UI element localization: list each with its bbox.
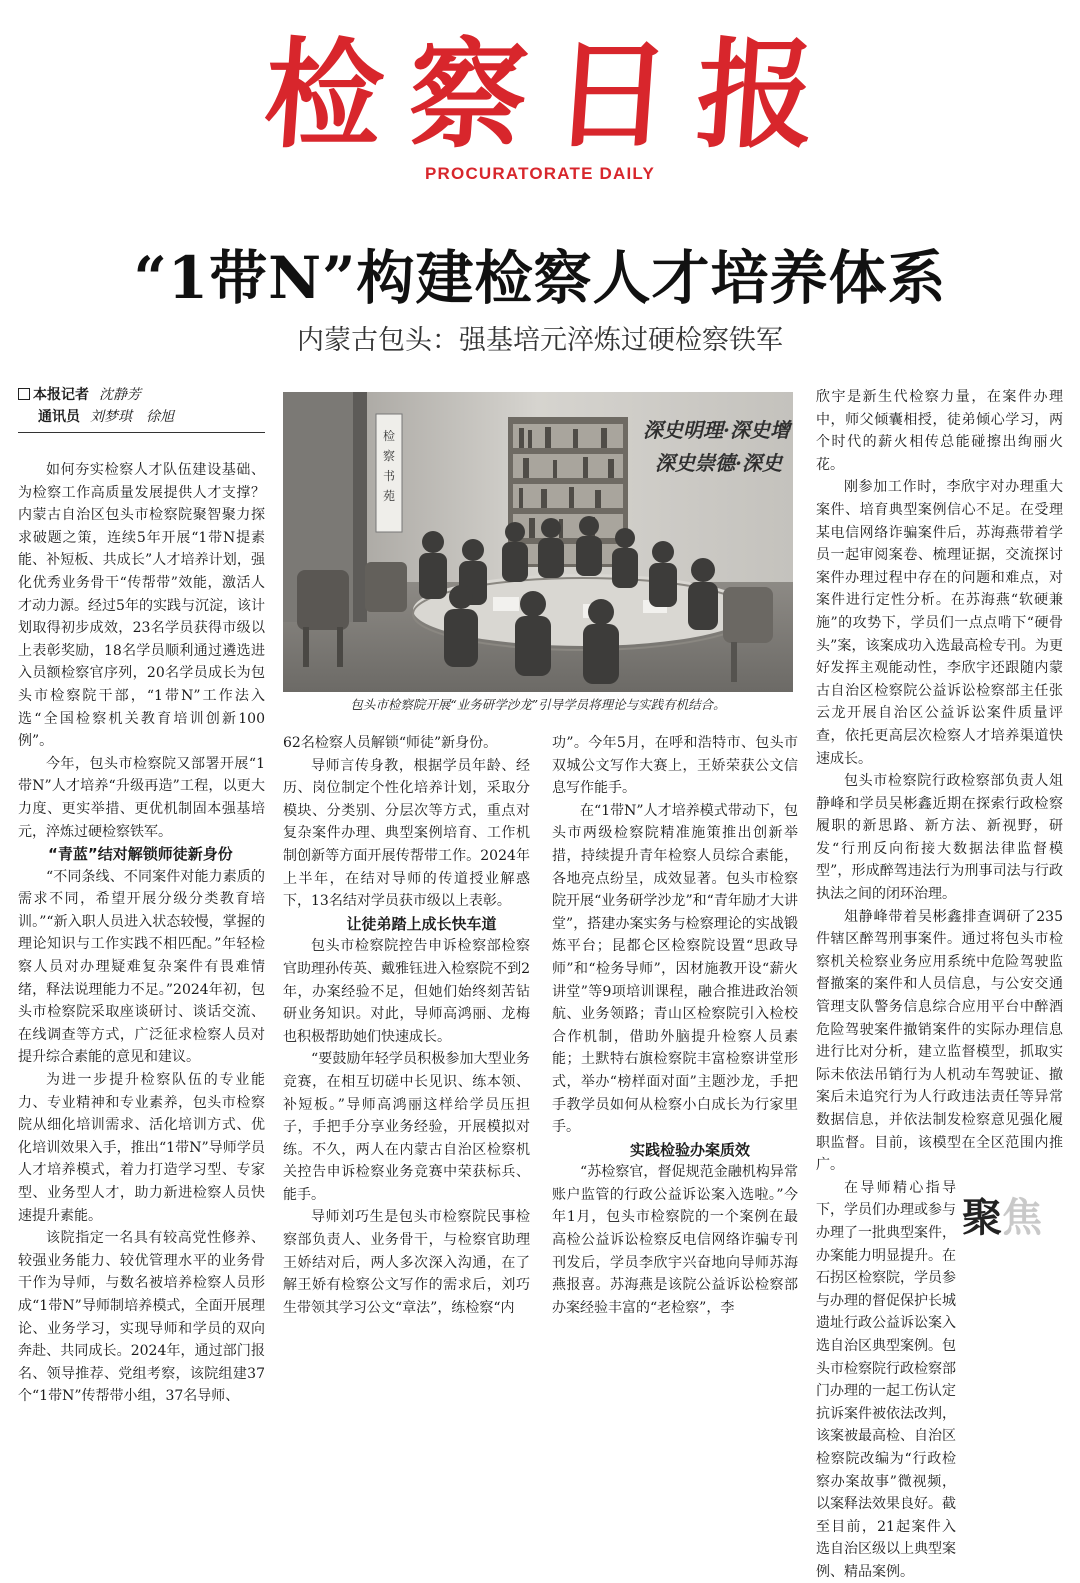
byline xyxy=(18,384,265,433)
byline-correspondent-row xyxy=(18,406,265,428)
reporter-names: 沈静芳 xyxy=(99,387,141,403)
paragraph: 导师言传身教，根据学员年龄、经历、岗位制定个性化培养计划，采取分模块、分类别、分层次等方式，重点对复杂案件办理、典型案例培育、工作机制创新等方面开展传帮带工作。2024年上半年，在结对导师的传道授业解惑下，13名结对学员获市级以上表彰。 xyxy=(283,757,530,910)
paragraph: 62名检察人员解锁“师徒”新身份。 xyxy=(283,735,498,751)
newspaper-name-english: PROCURATORATE DAILY xyxy=(425,164,655,183)
focus-stamp-char-1: 聚 xyxy=(962,1195,1002,1241)
section-heading: “青蓝”结对解锁师徒新身份 xyxy=(48,845,233,864)
correspondent-label: 通讯员 xyxy=(38,409,80,425)
paragraph: 在“1带N”人才培养模式带动下，包头市两级检察院精准施策推出创新举措，持续提升青年检察人员综合素能，各地亮点纷呈，成效显著。包头市检察院开展“业务研学沙龙”和“青年励才大讲堂”，搭建办案实务与检察理论的实战锻炼平台；昆都仑区检察院设置“思政导师”和“检务导师”，因材施教开设“薪火讲堂”等9项培训课程，融合推进政治领航、业务领路；青山区检察院引入检校合作机制，借助外脑提升检察人员素能；土默特右旗检察院丰富检察讲堂形式，举办“榜样面对面”主题沙龙，手把手教学员如何从检察小白成长为行家里手。 xyxy=(552,802,798,1136)
shelf-sign-text: 检察书苑 xyxy=(382,429,396,503)
article-column-4 xyxy=(816,386,1063,1583)
article-subheadline: 内蒙古包头：强基培元淬炼过硬检察铁军 xyxy=(297,325,783,356)
paragraph: 俎静峰带着吴彬鑫排查调研了235件辖区醉驾刑事案件。通过将包头市检察机关检察业务应用系统中危险驾驶监督撤案的案件和人员信息，与公安交通管理支队警务信息综合应用平台中醉酒危险驾驶案件撤销案件的实际办理信息进行比对分析，建立监督模型，抓取实际未依法吊销行为人机动车驾驶证、撤案后未追究行为人行政违法责任等异常数据信息，并依法制发检察意见强化履职监督。目前，该模型在全区范围内推广。 xyxy=(816,908,1063,1174)
byline-box-icon xyxy=(18,388,30,400)
masthead xyxy=(0,25,1080,184)
section-heading: 实践检验办案质效 xyxy=(629,1140,750,1159)
focus-stamp xyxy=(962,1194,1074,1242)
paragraph: “要鼓励年轻学员积极参加大型业务竞赛，在相互切磋中长见识、练本领、补短板。”导师高鸿丽这样给学员压担子，手把手分享业务经验，开展模拟对练。不久，两人在内蒙古自治区检察机关控告申诉检察业务竞赛中荣获标兵、能手。 xyxy=(283,1051,530,1203)
paragraph: 在导师精心指导下，学员们办理或参与办理了一批典型案件，办案能力明显提升。在石拐区检察院，学员参与办理的督促保护长城遗址行政公益诉讼案入选自治区典型案例。包头市检察院行政检察部门办理的一起工伤认定抗诉案件被依法改判，该案被最高检、自治区检察院改编为“行政检察办案故事”微视频，以案释法效果良好。截至目前，21起案件入选自治区级以上典型案例、精品案例。 xyxy=(816,1179,956,1580)
photo-caption: 包头市检察院开展“业务研学沙龙”引导学员将理论与实践有机结合。 xyxy=(350,697,726,712)
paragraph: 导师刘巧生是包头市检察院民事检察部负责人、业务骨干，与检察官助理王娇结对后，两人多次深入沟通，在了解王娇有检察公文写作的需求后，刘巧生带领其学习公文“章法”，练检察“内 xyxy=(283,1209,530,1316)
newspaper-logo: 检察日报 xyxy=(260,25,846,164)
paragraph: 欣宇是新生代检察力量，在案件办理中，师父倾囊相授，徒弟倾心学习，两个时代的薪火相传总能碰擦出绚丽火花。 xyxy=(816,389,1063,473)
article-column-1 xyxy=(18,384,265,1408)
focus-stamp-char-2: 焦 xyxy=(1002,1195,1042,1241)
paragraph: 包头市检察院行政检察部负责人俎静峰和学员吴彬鑫近期在探索行政检察履职的新思路、新方法、新视野，研发“行刑反向衔接大数据法律监督模型”，形成醉驾违法行为刑事司法与行政执法之间的闭环治理。 xyxy=(816,773,1063,903)
news-photo xyxy=(283,392,793,692)
article-column-2 xyxy=(283,732,530,1319)
article-column-3 xyxy=(552,732,798,1319)
paragraph: 该院指定一名具有较高党性修养、较强业务能力、较优管理水平的业务骨干作为导师，与数名被培养检察人员形成“1带N”导师制培养模式，全面开展理论、业务学习，实现导师和学员的双向奔赴、共同成长。2024年，通过部门报名、领导推荐、党组考察，该院组建37个“1带N”传帮带小组，37名导师、 xyxy=(18,1230,265,1405)
paragraph: 包头市检察院控告申诉检察部检察官助理孙传英、戴雅钰进入检察院不到2年，办案经验不足，但她们始终刻苦钻研业务知识。对此，导师高鸿丽、龙梅也积极帮助她们快速成长。 xyxy=(283,938,530,1045)
paragraph: 今年，包头市检察院又部署开展“1带N”人才培养“升级再造”工程，以更大力度、更实举措、更优机制固本强基培元，淬炼过硬检察铁军。 xyxy=(18,755,265,840)
paragraph: “不同条线、不同案件对能力素质的需求不同，希望开展分级分类教育培训。”“新入职人员进入状态较慢，掌握的理论知识与工作实践不相匹配。”年轻检察人员对办理疑难复杂案件有畏难情绪，释法说理能力不足。”2024年初，包头市检察院采取座谈研讨、谈话交流、在线调查等方式，广泛征求检察人员对提升综合素能的意见和建议。 xyxy=(18,868,265,1066)
correspondent-names: 刘梦琪 徐旭 xyxy=(90,409,174,425)
section-heading: 让徒弟踏上成长快车道 xyxy=(346,914,497,933)
article-headline: “1带N”构建检察人才培养体系 xyxy=(133,244,947,312)
wall-calligraphy-1: 深史明理·深史增 xyxy=(643,418,790,442)
meeting-photo-illustration xyxy=(283,392,793,692)
byline-reporter-row xyxy=(18,384,265,406)
reporter-label: 本报记者 xyxy=(33,387,89,403)
paragraph: 如何夯实检察人才队伍建设基础、为检察工作高质量发展提供人才支撑？内蒙古自治区包头市检察院聚智聚力探求破题之策，连续5年开展“1带N提素能、补短板、共成长”人才培养计划，强化优秀业务骨干“传帮带”效能，激活人才动力源。经过5年的实践与沉淀，该计划取得初步成效，23名学员获得市级以上表彰奖励，18名学员顺利通过遴选进入员额检察官序列，20名学员成长为包头市检察院干部，“1带N”工作法入选“全国检察机关教育培训创新100例”。 xyxy=(18,462,265,750)
paragraph: 刚参加工作时，李欣宇对办理重大案件、培育典型案例信心不足。在受理某电信网络诈骗案件后，苏海燕带着学员一起审阅案卷、梳理证据，交流探讨案件办理过程中存在的问题和难点，对案件进行定性分析。在苏海燕“软硬兼施”的攻势下，学员们一点点啃下“硬骨头”案，该案成功入选最高检专刊。为更好发挥主观能动性，李欣宇还跟随内蒙古自治区检察院公益诉讼检察部主任张云龙开展自治区公益诉讼案件质量评查，依托更高层次检察人才培养渠道快速成长。 xyxy=(816,479,1063,767)
wall-calligraphy-2: 深史崇德·深史 xyxy=(655,451,782,475)
paragraph: “苏检察官，督促规范金融机构异常账户监管的行政公益诉讼案入选啦。”今年1月，包头市检察院的一个案例在最高检公益诉讼检察反电信网络诈骗专刊刊发后，学员李欣宇兴奋地向导师苏海燕报喜。苏海燕是该院公益诉讼检察部办案经验丰富的“老检察”，李 xyxy=(552,1164,798,1316)
paragraph: 为进一步提升检察队伍的专业能力、专业精神和专业素养，包头市检察院从细化培训需求、活化培训方式、优化培训效果入手，推出“1带N”导师学员人才培养模式，着力打造学习型、专家型、业务型人才，助力新进检察人员快速提升素能。 xyxy=(18,1072,265,1224)
paragraph: 功”。今年5月，在呼和浩特市、包头市双城公文写作大赛上，王娇荣获公文信息写作能手。 xyxy=(552,735,798,797)
